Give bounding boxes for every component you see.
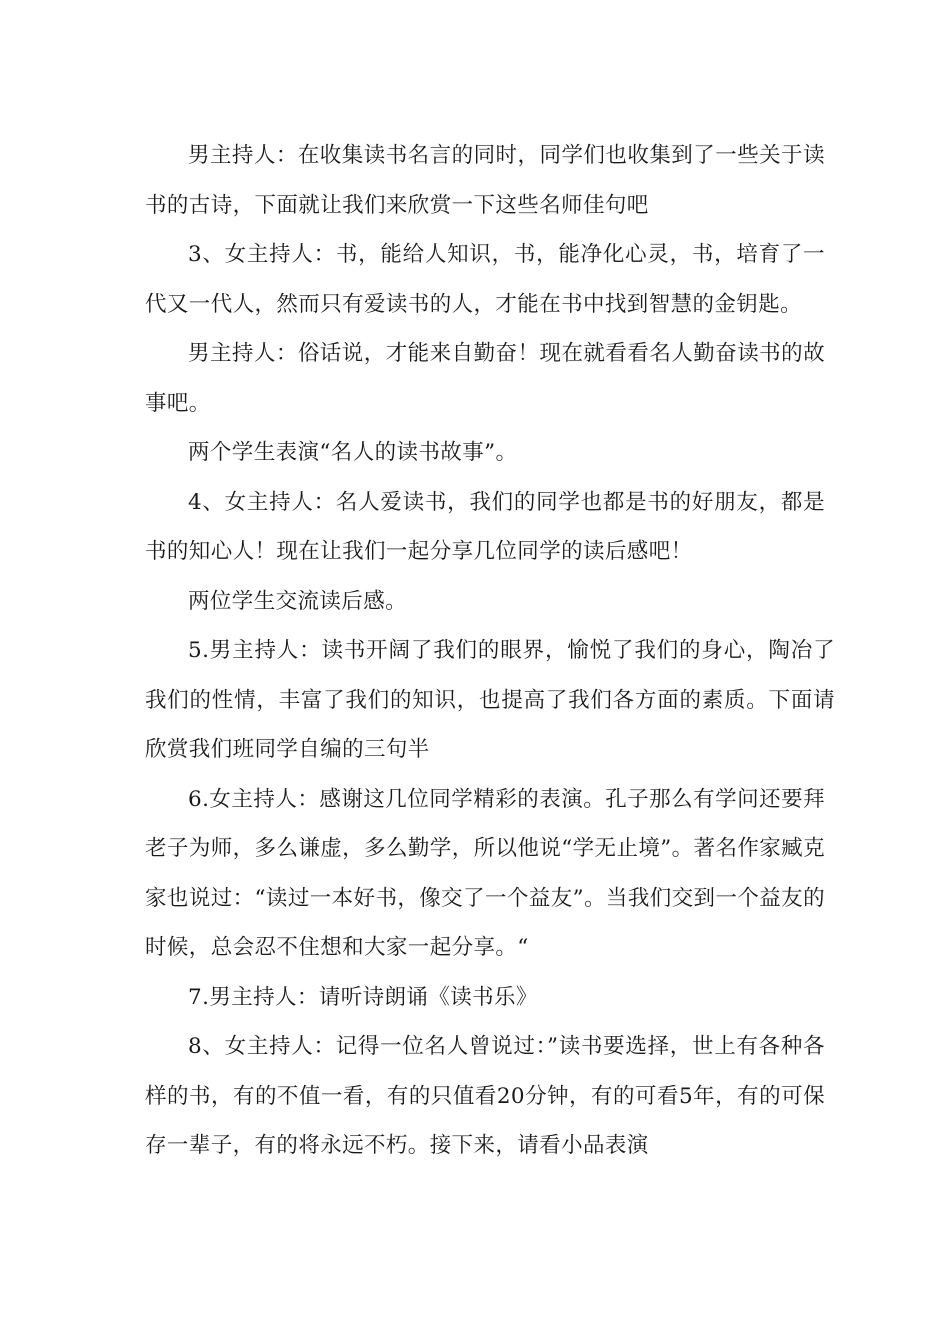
document-body [145,131,835,1171]
paragraph-4: 两个学生表演“名人的读书故事”。 [188,440,518,465]
paragraph-8: 6.女主持人：感谢这几位同学精彩的表演。孔子那么有学问还要拜老子为师，多么谦虚，多么勤学，所以他说“学无止境”。著名作家臧克家也说过：“读过一本好书，像交了一个益友”。当我们交到一个益友的时候，总会忍不住想和大家一起分享。“ [145,786,825,960]
paragraph-3: 男主持人：俗话说，才能来自勤奋！现在就看看名人勤奋读书的故事吧。 [145,341,825,416]
paragraph-9: 7.男主持人：请听诗朗诵《读书乐》 [188,984,538,1010]
paragraph-1: 男主持人：在收集读书名言的同时，同学们也收集到了一些关于读书的古诗，下面就让我们来欣赏一下这些名师佳句吧 [145,143,825,218]
paragraph-6: 两位学生交流读后感。 [188,588,408,614]
paragraph-2: 3、女主持人：书，能给人知识，书，能净化心灵，书，培育了一代又一代人，然而只有爱读书的人，才能在书中找到智慧的金钥匙。 [145,242,825,317]
paragraph-5: 4、女主持人：名人爱读书，我们的同学也都是书的好朋友，都是书的知心人！现在让我们一起分享几位同学的读后感吧！ [145,489,825,564]
paragraph-7: 5.男主持人：读书开阔了我们的眼界，愉悦了我们的身心，陶冶了我们的性情，丰富了我们的知识，也提高了我们各方面的素质。下面请欣赏我们班同学自编的三句半 [145,638,835,762]
paragraph-10: 8、女主持人：记得一位名人曾说过：”读书要选择，世上有各种各样的书，有的不值一看，有的只值看20分钟，有的可看5年，有的可保存一辈子，有的将永远不朽。接下来，请看小品表演 [145,1034,825,1158]
